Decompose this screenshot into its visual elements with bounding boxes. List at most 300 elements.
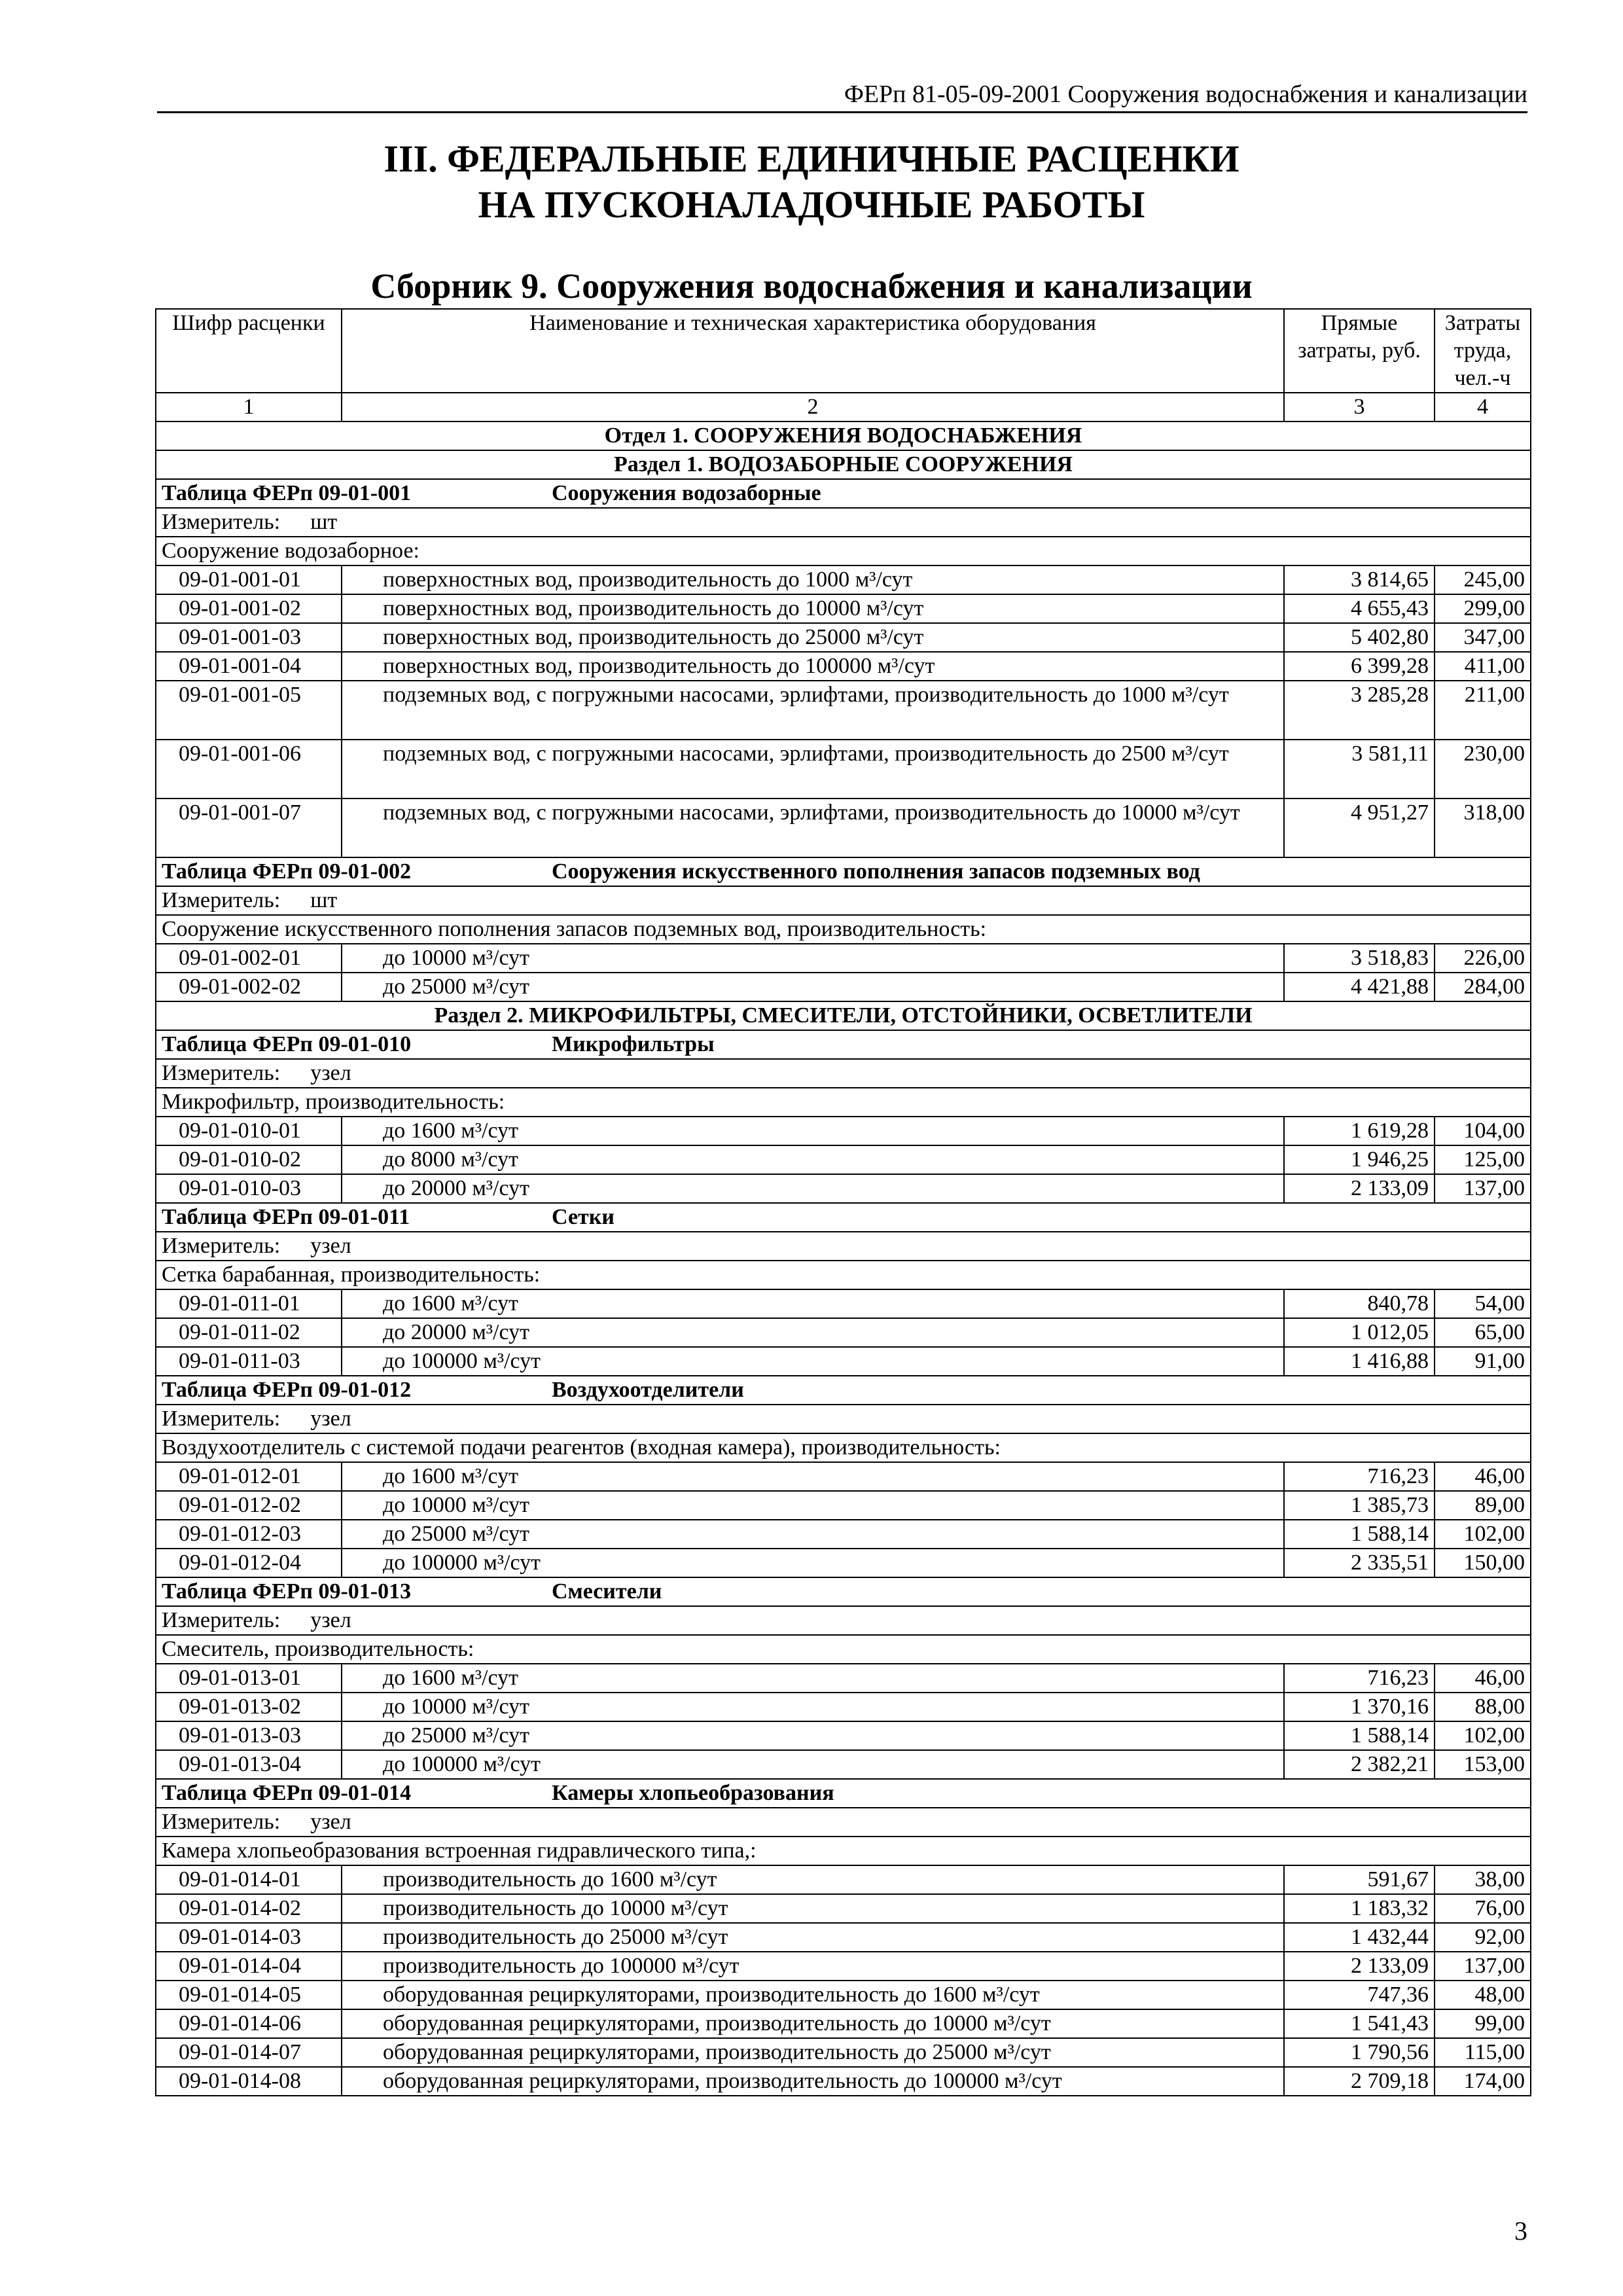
rate-name xyxy=(342,2009,1284,2038)
table-title-row xyxy=(156,1203,1531,1232)
rate-code: 09-01-002-01 xyxy=(156,944,342,973)
section-1-heading: Раздел 1. ВОДОЗАБОРНЫЕ СООРУЖЕНИЯ xyxy=(156,450,1531,479)
intro-row xyxy=(156,1261,1531,1289)
intro-row xyxy=(156,537,1531,565)
rate-name xyxy=(342,1923,1284,1952)
meter-unit: шт xyxy=(310,510,338,534)
rate-name-text: до 25000 xyxy=(383,1723,467,1748)
column-number-4: 4 xyxy=(1435,393,1531,422)
direct-cost: 3 285,28 xyxy=(1284,681,1435,740)
intro-text: Воздухоотделитель с системой подачи реагентов (входная камера), производительность: xyxy=(156,1433,1531,1462)
rate-name xyxy=(342,623,1284,652)
labor-cost: 230,00 xyxy=(1435,740,1531,798)
table-title-cell xyxy=(156,479,1531,508)
rate-name xyxy=(342,1318,1284,1347)
rate-name xyxy=(342,1462,1284,1491)
rate-unit: м³/сут xyxy=(866,596,924,620)
rate-unit: м³/сут xyxy=(483,1551,541,1575)
direct-cost: 2 335,51 xyxy=(1284,1549,1435,1577)
header-cost-line-2: затраты, руб. xyxy=(1298,338,1421,363)
rate-unit: м³/сут xyxy=(461,1291,518,1316)
table-row xyxy=(156,1664,1531,1693)
direct-cost: 3 814,65 xyxy=(1284,565,1435,594)
rate-unit: м³/сут xyxy=(472,1695,529,1719)
meter-cell xyxy=(156,1606,1531,1635)
labor-cost: 89,00 xyxy=(1435,1491,1531,1520)
rate-unit: м³/сут xyxy=(1171,742,1229,766)
rate-name xyxy=(342,1347,1284,1376)
rate-name xyxy=(342,681,1284,740)
meter-label: Измеритель: xyxy=(162,1061,281,1085)
labor-cost: 88,00 xyxy=(1435,1693,1531,1721)
direct-cost: 840,78 xyxy=(1284,1289,1435,1318)
intro-text: Сетка барабанная, производительность: xyxy=(156,1261,1531,1289)
labor-cost: 104,00 xyxy=(1435,1117,1531,1145)
title-line-1: III. ФЕДЕРАЛЬНЫЕ ЕДИНИЧНЫЕ РАСЦЕНКИ xyxy=(383,137,1240,180)
header-labor xyxy=(1435,309,1531,393)
rate-name xyxy=(342,1491,1284,1520)
table-name: Смесители xyxy=(552,1579,662,1604)
table-title-row xyxy=(156,1577,1531,1606)
direct-cost: 2 133,09 xyxy=(1284,1952,1435,1981)
rate-code: 09-01-012-04 xyxy=(156,1549,342,1577)
header-cost xyxy=(1284,309,1435,393)
rate-name-text: до 10000 xyxy=(383,1695,467,1719)
rate-code: 09-01-011-01 xyxy=(156,1289,342,1318)
rate-name-text: поверхностных вод, производительность до 10000 xyxy=(383,596,861,620)
column-number-row xyxy=(156,393,1531,422)
page-title xyxy=(0,136,1623,228)
rate-name-text: производительность до 10000 xyxy=(383,1896,666,1920)
rate-unit: м³/сут xyxy=(993,2011,1051,2036)
rate-name-text: до 1600 xyxy=(383,1666,455,1690)
rate-unit: м³/сут xyxy=(982,1982,1040,2007)
table-block-09-01-014 xyxy=(156,1779,1531,2096)
rate-unit: м³/сут xyxy=(659,1867,717,1892)
meter-label: Измеритель: xyxy=(162,1234,281,1258)
rate-code: 09-01-001-05 xyxy=(156,681,342,740)
table-block-09-01-011 xyxy=(156,1203,1531,1376)
table-row xyxy=(156,1318,1531,1347)
rate-unit: м³/сут xyxy=(472,1320,529,1344)
table-row xyxy=(156,2038,1531,2067)
direct-cost: 1 541,43 xyxy=(1284,2009,1435,2038)
rate-name xyxy=(342,2038,1284,2067)
rate-code: 09-01-001-07 xyxy=(156,798,342,857)
rate-code: 09-01-001-01 xyxy=(156,565,342,594)
table-title-row xyxy=(156,1779,1531,1808)
direct-cost: 1 946,25 xyxy=(1284,1145,1435,1174)
rate-unit: м³/сут xyxy=(1171,683,1229,707)
column-number-1: 1 xyxy=(156,393,342,422)
intro-row xyxy=(156,1837,1531,1865)
rate-name-text: до 25000 xyxy=(383,1522,467,1546)
rate-name-text: производительность до 25000 xyxy=(383,1925,666,1949)
direct-cost: 1 432,44 xyxy=(1284,1923,1435,1952)
table-row xyxy=(156,1693,1531,1721)
rate-name xyxy=(342,1693,1284,1721)
rate-unit: м³/сут xyxy=(461,1119,518,1143)
table-title-row xyxy=(156,479,1531,508)
rate-code: 09-01-014-02 xyxy=(156,1894,342,1923)
table-row xyxy=(156,1894,1531,1923)
rate-unit: м³/сут xyxy=(461,1666,518,1690)
rate-code: 09-01-012-03 xyxy=(156,1520,342,1549)
table-row xyxy=(156,1491,1531,1520)
rate-code: 09-01-011-02 xyxy=(156,1318,342,1347)
direct-cost: 2 709,18 xyxy=(1284,2067,1435,2096)
rate-code: 09-01-014-08 xyxy=(156,2067,342,2096)
table-row xyxy=(156,2009,1531,2038)
table-row xyxy=(156,1549,1531,1577)
meter-label: Измеритель: xyxy=(162,888,281,912)
rate-code: 09-01-010-02 xyxy=(156,1145,342,1174)
labor-cost: 91,00 xyxy=(1435,1347,1531,1376)
rate-name-text: подземных вод, с погружными насосами, эрлифтами, производительность до 1000 xyxy=(383,683,1166,707)
table-row xyxy=(156,1865,1531,1894)
rate-unit: м³/сут xyxy=(472,1176,529,1200)
rate-code: 09-01-012-02 xyxy=(156,1491,342,1520)
table-row xyxy=(156,1174,1531,1203)
rate-name-text: подземных вод, с погружными насосами, эрлифтами, производительность до 10000 xyxy=(383,800,1177,825)
meter-cell xyxy=(156,886,1531,915)
rate-code: 09-01-011-03 xyxy=(156,1347,342,1376)
direct-cost: 1 619,28 xyxy=(1284,1117,1435,1145)
table-title-cell xyxy=(156,1779,1531,1808)
table-row xyxy=(156,944,1531,973)
table-row xyxy=(156,1952,1531,1981)
rate-unit: м³/сут xyxy=(1005,2069,1062,2093)
meter-unit: шт xyxy=(310,888,338,912)
title-line-2: НА ПУСКОНАЛАДОЧНЫЕ РАБОТЫ xyxy=(478,183,1145,226)
rate-name xyxy=(342,1865,1284,1894)
rate-unit: м³/сут xyxy=(855,567,913,592)
labor-cost: 211,00 xyxy=(1435,681,1531,740)
rate-unit: м³/сут xyxy=(472,1493,529,1517)
labor-cost: 411,00 xyxy=(1435,652,1531,681)
rate-name xyxy=(342,973,1284,1001)
meter-unit: узел xyxy=(310,1810,351,1834)
table-row xyxy=(156,681,1531,740)
meter-unit: узел xyxy=(310,1061,351,1085)
rate-unit: м³/сут xyxy=(866,625,924,649)
labor-cost: 102,00 xyxy=(1435,1520,1531,1549)
table-title-cell xyxy=(156,857,1531,886)
meter-unit: узел xyxy=(310,1234,351,1258)
table-title-cell xyxy=(156,1577,1531,1606)
rate-name xyxy=(342,1549,1284,1577)
direct-cost: 1 416,88 xyxy=(1284,1347,1435,1376)
meter-label: Измеритель: xyxy=(162,510,281,534)
table-code: Таблица ФЕРп 09-01-013 xyxy=(162,1579,412,1604)
rate-name xyxy=(342,1952,1284,1981)
meter-cell xyxy=(156,1808,1531,1837)
table-code: Таблица ФЕРп 09-01-012 xyxy=(162,1378,412,1402)
rate-unit: м³/сут xyxy=(483,1349,541,1373)
labor-cost: 284,00 xyxy=(1435,973,1531,1001)
labor-cost: 299,00 xyxy=(1435,594,1531,623)
table-block-09-01-001 xyxy=(156,479,1531,857)
table-name: Сооружения искусственного пополнения запасов подземных вод xyxy=(552,859,1200,884)
rate-name-text: до 1600 xyxy=(383,1291,455,1316)
direct-cost: 4 421,88 xyxy=(1284,973,1435,1001)
rate-unit: м³/сут xyxy=(483,1752,541,1776)
direct-cost: 4 655,43 xyxy=(1284,594,1435,623)
department-heading: Отдел 1. СООРУЖЕНИЯ ВОДОСНАБЖЕНИЯ xyxy=(156,422,1531,450)
rate-name xyxy=(342,1117,1284,1145)
rate-name-text: оборудованная рециркуляторами, производительность до 25000 xyxy=(383,2040,988,2064)
table-row xyxy=(156,1117,1531,1145)
rate-name xyxy=(342,1174,1284,1203)
rate-code: 09-01-013-04 xyxy=(156,1750,342,1779)
direct-cost: 1 385,73 xyxy=(1284,1491,1435,1520)
direct-cost: 1 588,14 xyxy=(1284,1721,1435,1750)
rate-name-text: до 10000 xyxy=(383,1493,467,1517)
direct-cost: 716,23 xyxy=(1284,1664,1435,1693)
rate-unit: м³/сут xyxy=(1183,800,1240,825)
rate-name xyxy=(342,1289,1284,1318)
labor-cost: 38,00 xyxy=(1435,1865,1531,1894)
meter-cell xyxy=(156,508,1531,537)
rate-unit: м³/сут xyxy=(461,1147,518,1172)
table-title-row xyxy=(156,857,1531,886)
direct-cost: 6 399,28 xyxy=(1284,652,1435,681)
rate-code: 09-01-013-02 xyxy=(156,1693,342,1721)
direct-cost: 1 183,32 xyxy=(1284,1894,1435,1923)
meter-cell xyxy=(156,1405,1531,1433)
table-row xyxy=(156,1145,1531,1174)
rate-name-text: оборудованная рециркуляторами, производительность до 100000 xyxy=(383,2069,999,2093)
rate-name-text: до 100000 xyxy=(383,1752,478,1776)
rate-name xyxy=(342,594,1284,623)
rate-code: 09-01-001-03 xyxy=(156,623,342,652)
header-labor-line-3: чел.-ч xyxy=(1454,366,1511,390)
meter-row xyxy=(156,1059,1531,1088)
table-row xyxy=(156,973,1531,1001)
table-block-09-01-013 xyxy=(156,1577,1531,1779)
rate-name-text: поверхностных вод, производительность до 25000 xyxy=(383,625,861,649)
header-code: Шифр расценки xyxy=(156,309,342,393)
labor-cost: 92,00 xyxy=(1435,1923,1531,1952)
rate-code: 09-01-014-05 xyxy=(156,1981,342,2009)
labor-cost: 76,00 xyxy=(1435,1894,1531,1923)
table-row xyxy=(156,1750,1531,1779)
table-row xyxy=(156,1462,1531,1491)
labor-cost: 46,00 xyxy=(1435,1664,1531,1693)
intro-row xyxy=(156,1433,1531,1462)
labor-cost: 54,00 xyxy=(1435,1289,1531,1318)
direct-cost: 5 402,80 xyxy=(1284,623,1435,652)
rate-unit: м³/сут xyxy=(472,1723,529,1748)
direct-cost: 3 581,11 xyxy=(1284,740,1435,798)
rate-code: 09-01-001-06 xyxy=(156,740,342,798)
rate-name xyxy=(342,2067,1284,2096)
table-code: Таблица ФЕРп 09-01-014 xyxy=(162,1781,412,1805)
table-row xyxy=(156,1721,1531,1750)
rate-name xyxy=(342,1750,1284,1779)
rate-name-text: до 1600 xyxy=(383,1119,455,1143)
department-row xyxy=(156,422,1531,450)
rate-name-text: до 100000 xyxy=(383,1551,478,1575)
meter-label: Измеритель: xyxy=(162,1407,281,1431)
table-row xyxy=(156,798,1531,857)
header-labor-line-1: Затраты xyxy=(1444,311,1521,335)
rate-name-text: до 100000 xyxy=(383,1349,478,1373)
table-block-09-01-002 xyxy=(156,857,1531,1001)
rates-table xyxy=(155,308,1531,2096)
intro-text: Микрофильтр, производительность: xyxy=(156,1088,1531,1117)
rate-name xyxy=(342,1721,1284,1750)
intro-row xyxy=(156,915,1531,944)
rate-unit: м³/сут xyxy=(681,1954,740,1978)
table-name: Камеры хлопьеобразования xyxy=(552,1781,834,1805)
rate-name xyxy=(342,1894,1284,1923)
intro-text: Сооружение искусственного пополнения запасов подземных вод, производительность: xyxy=(156,915,1531,944)
column-number-2: 2 xyxy=(342,393,1284,422)
collection-title: Сборник 9. Сооружения водоснабжения и канализации xyxy=(370,266,1253,306)
table-row xyxy=(156,565,1531,594)
direct-cost: 591,67 xyxy=(1284,1865,1435,1894)
rate-unit: м³/сут xyxy=(670,1896,728,1920)
rate-name-text: производительность до 1600 xyxy=(383,1867,654,1892)
table-row xyxy=(156,1520,1531,1549)
column-number-3: 3 xyxy=(1284,393,1435,422)
direct-cost: 2 133,09 xyxy=(1284,1174,1435,1203)
rate-code: 09-01-014-07 xyxy=(156,2038,342,2067)
rate-name-text: до 10000 xyxy=(383,946,467,970)
header-labor-line-2: труда, xyxy=(1454,338,1512,363)
table-title-cell xyxy=(156,1376,1531,1405)
rate-name-text: до 20000 xyxy=(383,1176,467,1200)
labor-cost: 102,00 xyxy=(1435,1721,1531,1750)
intro-text: Камера хлопьеобразования встроенная гидравлического типа,: xyxy=(156,1837,1531,1865)
table-name: Сооружения водозаборные xyxy=(552,481,821,505)
table-row xyxy=(156,1981,1531,2009)
direct-cost: 747,36 xyxy=(1284,1981,1435,2009)
table-block-09-01-010 xyxy=(156,1030,1531,1203)
rate-unit: м³/сут xyxy=(472,975,529,999)
table-block-09-01-012 xyxy=(156,1376,1531,1577)
rate-code: 09-01-014-04 xyxy=(156,1952,342,1981)
rate-unit: м³/сут xyxy=(472,946,529,970)
rate-name-text: производительность до 100000 xyxy=(383,1954,677,1978)
labor-cost: 65,00 xyxy=(1435,1318,1531,1347)
rate-name-text: оборудованная рециркуляторами, производительность до 1600 xyxy=(383,1982,977,2007)
rate-name-text: поверхностных вод, производительность до 1000 xyxy=(383,567,850,592)
direct-cost: 3 518,83 xyxy=(1284,944,1435,973)
rate-code: 09-01-010-03 xyxy=(156,1174,342,1203)
rate-name-text: поверхностных вод, производительность до 100000 xyxy=(383,654,872,678)
rate-name xyxy=(342,944,1284,973)
section-row xyxy=(156,450,1531,479)
labor-cost: 48,00 xyxy=(1435,1981,1531,2009)
section-2-heading: Раздел 2. МИКРОФИЛЬТРЫ, СМЕСИТЕЛИ, ОТСТОЙНИКИ, ОСВЕТЛИТЕЛИ xyxy=(156,1001,1531,1030)
rate-code: 09-01-014-03 xyxy=(156,1923,342,1952)
rate-name xyxy=(342,652,1284,681)
labor-cost: 226,00 xyxy=(1435,944,1531,973)
rate-name xyxy=(342,1520,1284,1549)
labor-cost: 46,00 xyxy=(1435,1462,1531,1491)
header-name: Наименование и техническая характеристика оборудования xyxy=(342,309,1284,393)
rate-unit: м³/сут xyxy=(461,1464,518,1488)
table-header-row xyxy=(156,309,1531,393)
rate-code: 09-01-001-02 xyxy=(156,594,342,623)
labor-cost: 150,00 xyxy=(1435,1549,1531,1577)
running-header: ФЕРп 81-05-09-2001 Сооружения водоснабжения и канализации xyxy=(157,77,1527,113)
meter-row xyxy=(156,1808,1531,1837)
meter-cell xyxy=(156,1232,1531,1261)
table-code: Таблица ФЕРп 09-01-002 xyxy=(162,859,412,884)
direct-cost: 1 790,56 xyxy=(1284,2038,1435,2067)
rate-unit: м³/сут xyxy=(993,2040,1051,2064)
header-cost-line-1: Прямые xyxy=(1321,311,1398,335)
table-code: Таблица ФЕРп 09-01-010 xyxy=(162,1032,412,1056)
rate-code: 09-01-014-06 xyxy=(156,2009,342,2038)
meter-row xyxy=(156,1405,1531,1433)
rate-name xyxy=(342,565,1284,594)
table-title-cell xyxy=(156,1030,1531,1059)
rate-name-text: оборудованная рециркуляторами, производительность до 10000 xyxy=(383,2011,988,2036)
labor-cost: 137,00 xyxy=(1435,1174,1531,1203)
rate-name-text: до 8000 xyxy=(383,1147,455,1172)
rate-code: 09-01-002-02 xyxy=(156,973,342,1001)
labor-cost: 125,00 xyxy=(1435,1145,1531,1174)
table-row xyxy=(156,623,1531,652)
section-row xyxy=(156,1001,1531,1030)
table-code: Таблица ФЕРп 09-01-011 xyxy=(162,1205,410,1229)
meter-unit: узел xyxy=(310,1407,351,1431)
labor-cost: 99,00 xyxy=(1435,2009,1531,2038)
labor-cost: 174,00 xyxy=(1435,2067,1531,2096)
table-name: Воздухоотделители xyxy=(552,1378,744,1402)
table-row xyxy=(156,594,1531,623)
intro-row xyxy=(156,1088,1531,1117)
labor-cost: 115,00 xyxy=(1435,2038,1531,2067)
rate-code: 09-01-012-01 xyxy=(156,1462,342,1491)
table-title-cell xyxy=(156,1203,1531,1232)
rate-name xyxy=(342,740,1284,798)
direct-cost: 1 370,16 xyxy=(1284,1693,1435,1721)
table-row xyxy=(156,1289,1531,1318)
table-row xyxy=(156,1347,1531,1376)
table-row xyxy=(156,1923,1531,1952)
table-row xyxy=(156,2067,1531,2096)
meter-unit: узел xyxy=(310,1608,351,1632)
rate-code: 09-01-014-01 xyxy=(156,1865,342,1894)
meter-cell xyxy=(156,1059,1531,1088)
rate-name xyxy=(342,798,1284,857)
rate-code: 09-01-010-01 xyxy=(156,1117,342,1145)
labor-cost: 153,00 xyxy=(1435,1750,1531,1779)
labor-cost: 137,00 xyxy=(1435,1952,1531,1981)
rate-name xyxy=(342,1145,1284,1174)
meter-row xyxy=(156,1232,1531,1261)
rate-name xyxy=(342,1664,1284,1693)
table-row xyxy=(156,652,1531,681)
meter-row xyxy=(156,886,1531,915)
table-title-row xyxy=(156,1030,1531,1059)
meter-row xyxy=(156,508,1531,537)
intro-row xyxy=(156,1635,1531,1664)
direct-cost: 1 012,05 xyxy=(1284,1318,1435,1347)
intro-text: Смеситель, производительность: xyxy=(156,1635,1531,1664)
rate-unit: м³/сут xyxy=(670,1925,728,1949)
meter-row xyxy=(156,1606,1531,1635)
rate-code: 09-01-013-01 xyxy=(156,1664,342,1693)
labor-cost: 245,00 xyxy=(1435,565,1531,594)
table-name: Сетки xyxy=(552,1205,615,1229)
direct-cost: 4 951,27 xyxy=(1284,798,1435,857)
